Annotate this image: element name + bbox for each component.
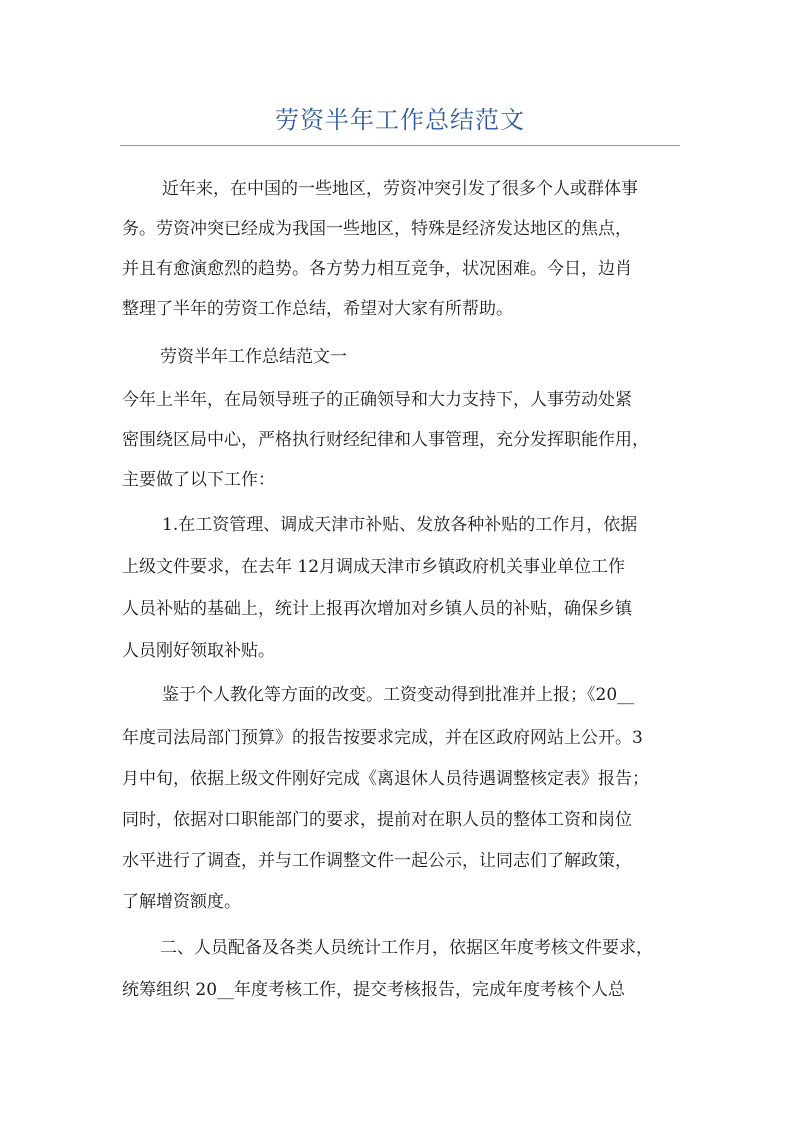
document-title: 劳资半年工作总结范文 [275,106,525,134]
body-line: 月中旬，依据上级文件刚好完成《离退休人员待遇调整核定表》报告； [122,769,649,789]
section-heading: 劳资半年工作总结范文一 [160,347,347,367]
body-line: 鉴于个人教化等方面的改变。工资变动得到批准并上报；《20__ [162,685,635,705]
body-line: 近年来，在中国的一些地区，劳资冲突引发了很多个人或群体事 [162,179,638,199]
body-line: 整理了半年的劳资工作总结，希望对大家有所帮助。 [122,299,513,319]
body-line: 务。劳资冲突已经成为我国一些地区，特殊是经济发达地区的焦点， [122,219,632,239]
body-line: 水平进行了调查，并与工作调整文件一起公示，让同志们了解政策， [122,851,632,871]
body-line: 人员补贴的基础上，统计上报再次增加对乡镇人员的补贴，确保乡镇 [122,599,632,619]
body-line: 同时，依据对口职能部门的要求，提前对在职人员的整体工资和岗位 [122,810,632,830]
body-line: 并且有愈演愈烈的趋势。各方势力相互竞争，状况困难。今日，边肖 [122,259,632,279]
body-line: 1.在工资管理、调成天津市补贴、发放各种补贴的工作月，依据 [162,515,638,535]
body-line: 密围绕区局中心，严格执行财经纪律和人事管理，充分发挥职能作用， [122,430,649,450]
title-underline [120,145,680,146]
body-line: 今年上半年，在局领导班子的正确领导和大力支持下，人事劳动处紧 [122,390,632,410]
body-line: 人员刚好领取补贴。 [122,641,275,661]
body-line: 上级文件要求，在去年 12月调成天津市乡镇政府机关事业单位工作 [122,557,626,577]
body-line: 统筹组织 20__年度考核工作，提交考核报告，完成年度考核个人总 [122,980,626,1000]
body-line: 年度司法局部门预算》的报告按要求完成，并在区政府网站上公开。3 [122,728,643,748]
body-line: 了解增资额度。 [122,892,241,912]
body-line: 主要做了以下工作： [122,470,275,490]
body-line: 二、人员配备及各类人员统计工作月，依据区年度考核文件要求， [160,938,653,958]
